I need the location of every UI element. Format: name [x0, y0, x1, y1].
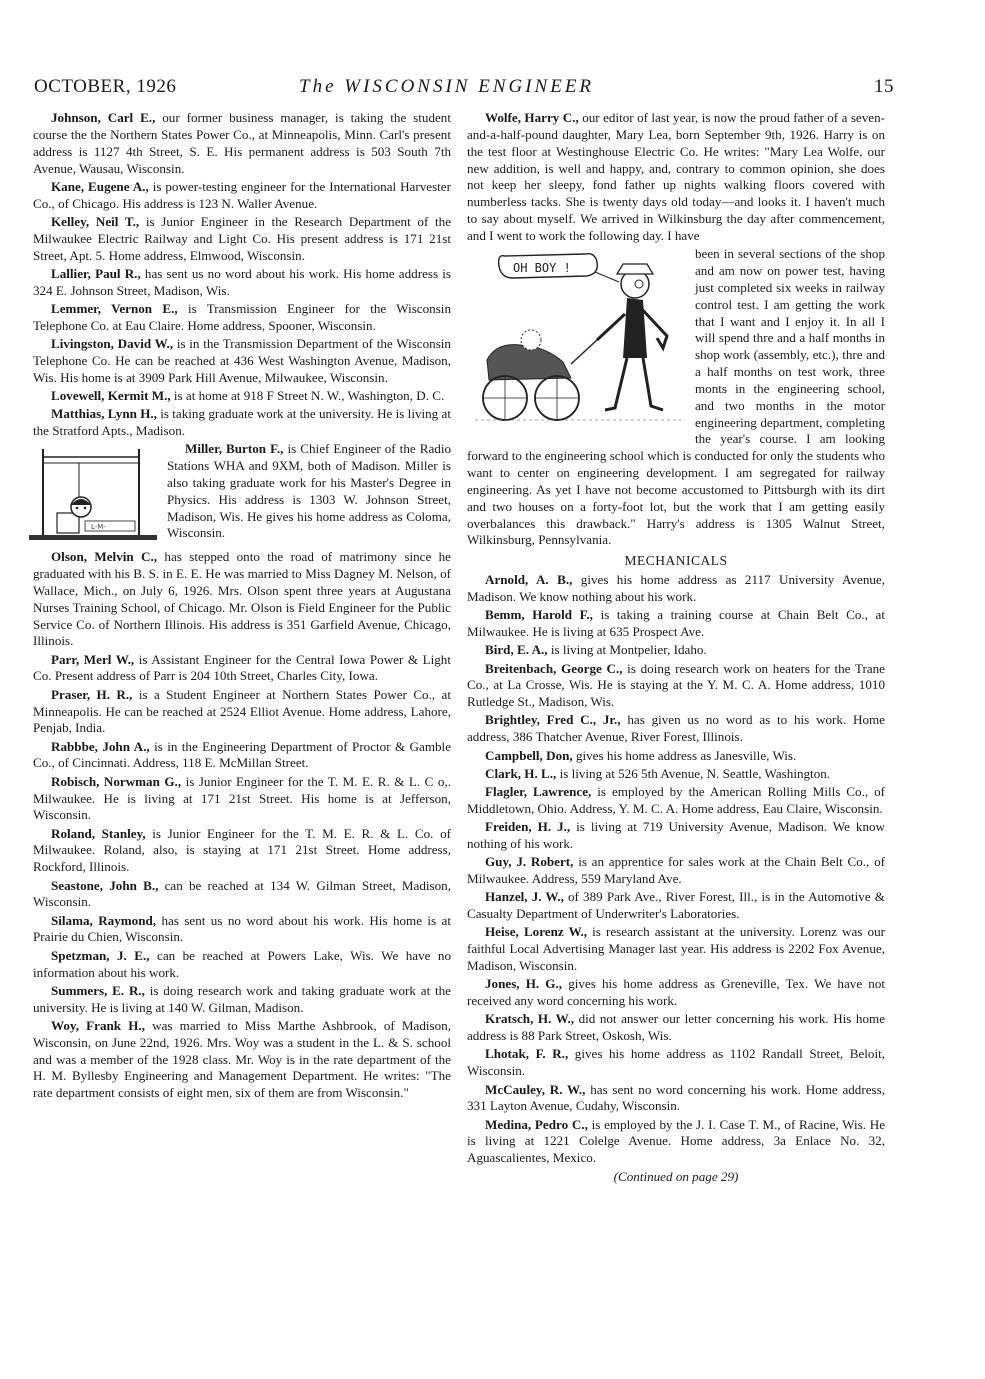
- mechanicals-heading: MECHANICALS: [624, 553, 728, 569]
- entry-text: of 389 Park Ave., River Forest, Ill., is in the Automotive & Casualty Department of Underwriter's Laboratories.: [467, 889, 885, 922]
- entry-name: Lovewell, Kermit M.,: [51, 387, 171, 403]
- radio-station-illustration: [29, 443, 159, 547]
- entry-name: Spetzman, J. E.,: [51, 947, 150, 963]
- entry-name: Woy, Frank H.,: [51, 1017, 145, 1033]
- entry-text: gives his home address as Janesville, Wis.: [572, 747, 797, 763]
- entry-name: Guy, J. Robert,: [485, 854, 574, 870]
- page-number: 15: [874, 76, 894, 97]
- right-column: [467, 110, 885, 1186]
- wolfe-entry-continued: [467, 246, 885, 549]
- entry-text: did not answer our letter concerning his work. His home address is 88 Park Street, Oskosh, Wis.: [467, 1011, 885, 1044]
- entry-name: Brightley, Fred C., Jr.,: [485, 712, 621, 728]
- alumni-entry: [33, 826, 451, 877]
- entry-name: Bemm, Harold F.,: [485, 607, 593, 623]
- entry-name: Rabbbe, John A.,: [51, 738, 150, 754]
- entry-name: Kratsch, H. W.,: [485, 1011, 575, 1027]
- alumni-entry: [33, 948, 451, 982]
- entry-name: Flagler, Lawrence,: [485, 784, 592, 800]
- entry-name: Kelley, Neil T.,: [51, 213, 140, 229]
- entry-text: gives his home address as 2117 University Avenue, Madison. We know nothing about his work.: [467, 572, 885, 605]
- entry-text: gives his home address as 1102 Randall Street, Beloit, Wisconsin.: [467, 1046, 885, 1079]
- entry-name: Summers, E. R.,: [51, 982, 145, 998]
- entry-name: Hanzel, J. W.,: [485, 889, 564, 905]
- alumni-entry: [33, 549, 451, 650]
- journal-title: The WISCONSIN ENGINEER: [299, 76, 595, 97]
- alumni-entry: [33, 388, 451, 405]
- entry-text: gives his home address as Greneville, Tex. We have not received any word concerning his work.: [467, 976, 886, 1009]
- entry-name: Arnold, A. B.,: [485, 572, 573, 588]
- alumni-entry: [467, 1011, 885, 1045]
- entry-text: is doing research work on heaters for the Trane Co., at La Crosse, Wis. He is staying at the Y. M. C. A. Home address, 1010 Rutledge St., Madison, Wis.: [467, 660, 885, 710]
- entry-text: has given us no word as to his work. Home address, 386 Thatcher Avenue, River Forest, Illinois.: [467, 712, 885, 745]
- entry-name: Wolfe, Harry C.,: [485, 110, 579, 125]
- entry-text: is taking a training course at Chain Belt Co., at Milwaukee. He is living at 635 Prospect Ave.: [467, 607, 886, 640]
- alumni-entry: [467, 1117, 885, 1168]
- alumni-entry: [33, 214, 451, 265]
- entry-text: is in the Engineering Department of Proctor & Gamble Co., of Cincinnati. Address, 118 E. McMillan Street.: [33, 738, 452, 771]
- entry-text: is employed by the J. I. Case T. M., of Racine, Wis. He is living at 1221 Colelge Avenue. Home address, 3a Enlace No. 32, Aguascalientes, Mexico.: [467, 1116, 886, 1166]
- entry-name: Lhotak, F. R.,: [485, 1046, 569, 1062]
- alumni-entry: [467, 819, 885, 853]
- entry-name: Roland, Stanley,: [51, 825, 146, 841]
- entry-name: McCauley, R. W.,: [485, 1081, 586, 1097]
- entry-text: been in several sections of the shop and am now on power test, having just completed six weeks in railway control test. I am getting the work that I want and I enjoy it. In all I will spend thre and a half months in shop work (assembly, etc.), thre and a half months on test work, three monts in the engineering school, and two months in the motor engineering department, completing the year's course. I am looking forward to the engineering school which is conducted for only the students who want to center on engineering development. I am segregated for railway engineering. As yet I have not become accustomed to Pittsburgh with its dirt and two houses on a forty-foot lot, but the work that I am getting easily overbalances this drawback." Harry's address is 1305 Walnut Street, Wilkinsburg, Pennsylvania.: [467, 246, 885, 548]
- entry-name: Medina, Pedro C.,: [485, 1116, 588, 1132]
- entry-text: can be reached at Powers Lake, Wis. We have no information about his work.: [33, 947, 451, 980]
- alumni-entry: [33, 652, 451, 686]
- alumni-entry: [467, 784, 885, 818]
- alumni-entry: [33, 1018, 451, 1102]
- page-header: [34, 76, 894, 102]
- entry-name: Lallier, Paul R.,: [51, 265, 141, 281]
- alumni-entry: [33, 913, 451, 947]
- entry-name: Robisch, Norwman G.,: [51, 773, 182, 789]
- entry-name: Kane, Eugene A.,: [51, 178, 149, 194]
- alumni-entry: [33, 739, 451, 773]
- entry-text: is taking graduate work at the university. He is living at the Stratford Apts., Madison.: [33, 406, 451, 438]
- alumni-entry: [33, 110, 451, 177]
- entry-name: Johnson, Carl E.,: [51, 110, 156, 125]
- entry-text: has stepped onto the road of matrimony since he graduated with his B. S. in E. E. He was married to Miss Dagney M. Nelson, of Wallace, Mich., on July 6, 1926. Mrs. Olson spent three years at Augustana Nurses Training School, of Chicago. Mr. Olson is Field Engineer for the Public Service Co. of Northern Illinois. His address is 351 Garfield Avenue, Chicago, Illinois.: [33, 549, 451, 649]
- entry-name: Heise, Lorenz W.,: [485, 924, 588, 940]
- entry-text: has sent us no word about his work. His home address is 324 E. Johnson Street, Madison, Wis.: [33, 265, 451, 298]
- entry-text: is power-testing engineer for the International Harvester Co., of Chicago. His address is 123 N. Waller Avenue.: [33, 178, 451, 211]
- left-column: [33, 110, 451, 1103]
- alumni-entry: [467, 924, 885, 975]
- alumni-entry: [467, 854, 885, 888]
- entry-text: is Transmission Engineer for the Wisconsin Telephone Co. at Eau Claire. Home address, Spooner, Wisconsin.: [33, 300, 451, 333]
- entry-name: Matthias, Lynn H.,: [51, 406, 157, 422]
- alumni-entry: [33, 878, 451, 912]
- radio-antenna-sketch: [29, 443, 159, 547]
- entry-text: has sent no word concerning his work. Home address, 331 Layton Avenue, Cudahy, Wisconsin.: [467, 1081, 885, 1114]
- alumni-entry: [467, 1046, 885, 1080]
- alumni-entry: [467, 642, 885, 659]
- entry-text: is Junior Engineer for the T. M. E. R. & L. C o,. Milwaukee. He is living at 171 21st Street. His home is at Jefferson, Wisconsin.: [33, 773, 451, 823]
- entry-text: our former business manager, is taking the student course the the Northern States Power Co., at Minneapolis, Minn. Carl's present address is 1127 4th Street, S. E. His permanent address is 503 South 7th Avenue, Wausau, Wisconsin.: [33, 110, 451, 176]
- alumni-entry: [33, 774, 451, 825]
- entry-name: Seastone, John B.,: [51, 877, 159, 893]
- entry-text: is an apprentice for sales work at the Chain Belt Co., of Milwaukee. Address, 559 Maryland Ave.: [467, 854, 885, 887]
- entry-text: is Junior Engineer in the Research Department of the Milwaukee Electric Railway and Light Co. His present address is 171 21st Street, Apt. 5. Home address, Elmwood, Wisconsin.: [33, 213, 452, 263]
- alumni-entry: [467, 889, 885, 923]
- entry-text: is a Student Engineer at Northern States Power Co., at Minneapolis. He can be reached at 2524 Elliot Avenue. Home address, Lahore, Penjab, India.: [33, 686, 452, 736]
- entry-name: Parr, Merl W.,: [51, 651, 135, 667]
- entry-text: is Assistant Engineer for the Central Iowa Power & Light Co. Present address of Parr is 204 10th Street, Charles City, Iowa.: [33, 651, 451, 684]
- alumni-entry: [33, 983, 451, 1017]
- entry-text: has sent us no word about his work. His home is at Prairie du Chien, Wisconsin.: [33, 912, 451, 945]
- entry-text: is at home at 918 F Street N. W., Washington, D. C.: [170, 387, 445, 403]
- alumni-entry: [467, 712, 885, 746]
- entry-text: is living at Montpelier, Idaho.: [547, 642, 707, 658]
- alumni-entry: [33, 336, 451, 387]
- entry-name: Olson, Melvin C.,: [51, 549, 158, 565]
- entry-text: is living at 719 University Avenue, Madison. We know nothing of his work.: [467, 819, 885, 851]
- alumni-entry: [467, 572, 885, 606]
- issue-date: OCTOBER, 1926: [34, 76, 177, 97]
- entry-text: is research assistant at the university. Lorenz was our faithful Local Advertising Manager last year. His address is 2202 Fox Avenue, Madison, Wisconsin.: [467, 924, 885, 974]
- entry-name: Praser, H. R.,: [51, 686, 133, 702]
- entry-text: can be reached at 134 W. Gilman Street, Madison, Wisconsin.: [33, 877, 451, 910]
- alumni-entry: [467, 748, 885, 765]
- alumni-entry: [33, 441, 451, 542]
- entry-name: Miller, Burton F.,: [185, 441, 284, 457]
- entry-name: Silama, Raymond,: [51, 912, 157, 928]
- alumni-entry: [33, 687, 451, 738]
- continued-note: (Continued on page 29): [613, 1169, 739, 1185]
- svg-text:L-M-: L-M-: [91, 523, 106, 532]
- alumni-entry: [467, 607, 885, 641]
- baby-carriage-cartoon: [467, 248, 689, 438]
- entry-name: Freiden, H. J.,: [485, 819, 571, 835]
- entry-name: Bird, E. A.,: [485, 642, 548, 658]
- alumni-entry: [33, 301, 451, 335]
- entry-text: is doing research work and taking graduate work at the university. He is living at 140 W. Gilman, Madison.: [33, 982, 451, 1015]
- alumni-entry: [33, 179, 451, 213]
- entry-text: is Junior Engineer for the T. M. E. R. & L. Co. of Milwaukee. Roland, also, is staying at 171 21st Street. Home address, Rockford, Illinois.: [33, 825, 451, 875]
- entry-name: Livingston, David W.,: [51, 335, 174, 351]
- entry-text: is Chief Engineer of the Radio Stations WHA and 9XM, both of Madison. Miller is also taking graduate work for his Master's Degree in Physics. His address is 1303 W. Johnson Street, Madison, Wis. He gives his home address as Coloma, Wisconsin.: [167, 441, 452, 541]
- entry-name: Clark, H. L.,: [485, 765, 557, 781]
- entry-text: our editor of last year, is now the proud father of a seven-and-a-half-pound daughter, Mary Lea, born September 9th, 1926. Harry is on the test floor at Westinghouse Electric Co. He writes: "Mary Lea Wolfe, our new addition, is well and happy, and, contrary to common opinion, she does not keep her sleepy, fond father up nights walking floors covered with numberless tacks. She is twenty days old today—and looks it. I haven't much to say about myself. We arrived in Wilkinsburg the day after commencement, and I went to work the following day. I have: [467, 110, 886, 243]
- entry-text: is living at 526 5th Avenue, N. Seattle, Washington.: [556, 765, 831, 781]
- entry-text: was married to Miss Marthe Ashbrook, of Madison, Wisconsin, on June 22nd, 1926. Mrs. Woy was a student in the L. & S. school and was a member of the 1928 class. Mr. Woy is in the rate department of the H. M. Byllesby Engineering and Management Department. He writes: "The rate department consists of eight men, six of them are from Wisconsin.": [33, 1017, 451, 1101]
- alumni-entry: [33, 266, 451, 300]
- entry-text: is employed by the American Rolling Mills Co., of Middletown, Ohio. Address, Y. M. C. A. Home address, Eau Claire, Wisconsin.: [467, 784, 885, 816]
- speech-bubble-text: OH BOY !: [513, 261, 571, 276]
- entry-name: Breitenbach, George C.,: [485, 660, 623, 676]
- entry-name: Jones, H. G.,: [485, 976, 563, 992]
- entry-name: Campbell, Don,: [485, 747, 573, 763]
- alumni-entry: [467, 976, 885, 1010]
- entry-text: is in the Transmission Department of the Wisconsin Telephone Co. He can be reached at 436 West Washington Avenue, Madison, Wis. His home is at 3909 Park Hill Avenue, Milwaukee, Wisconsin.: [33, 335, 451, 385]
- alumni-entry: [467, 766, 885, 783]
- alumni-entry: [467, 1082, 885, 1116]
- wolfe-entry-intro: [467, 110, 885, 245]
- father-pushing-pram-sketch: [467, 248, 689, 438]
- alumni-entry: [33, 406, 451, 440]
- alumni-entry: [467, 661, 885, 712]
- entry-name: Lemmer, Vernon E.,: [51, 300, 178, 316]
